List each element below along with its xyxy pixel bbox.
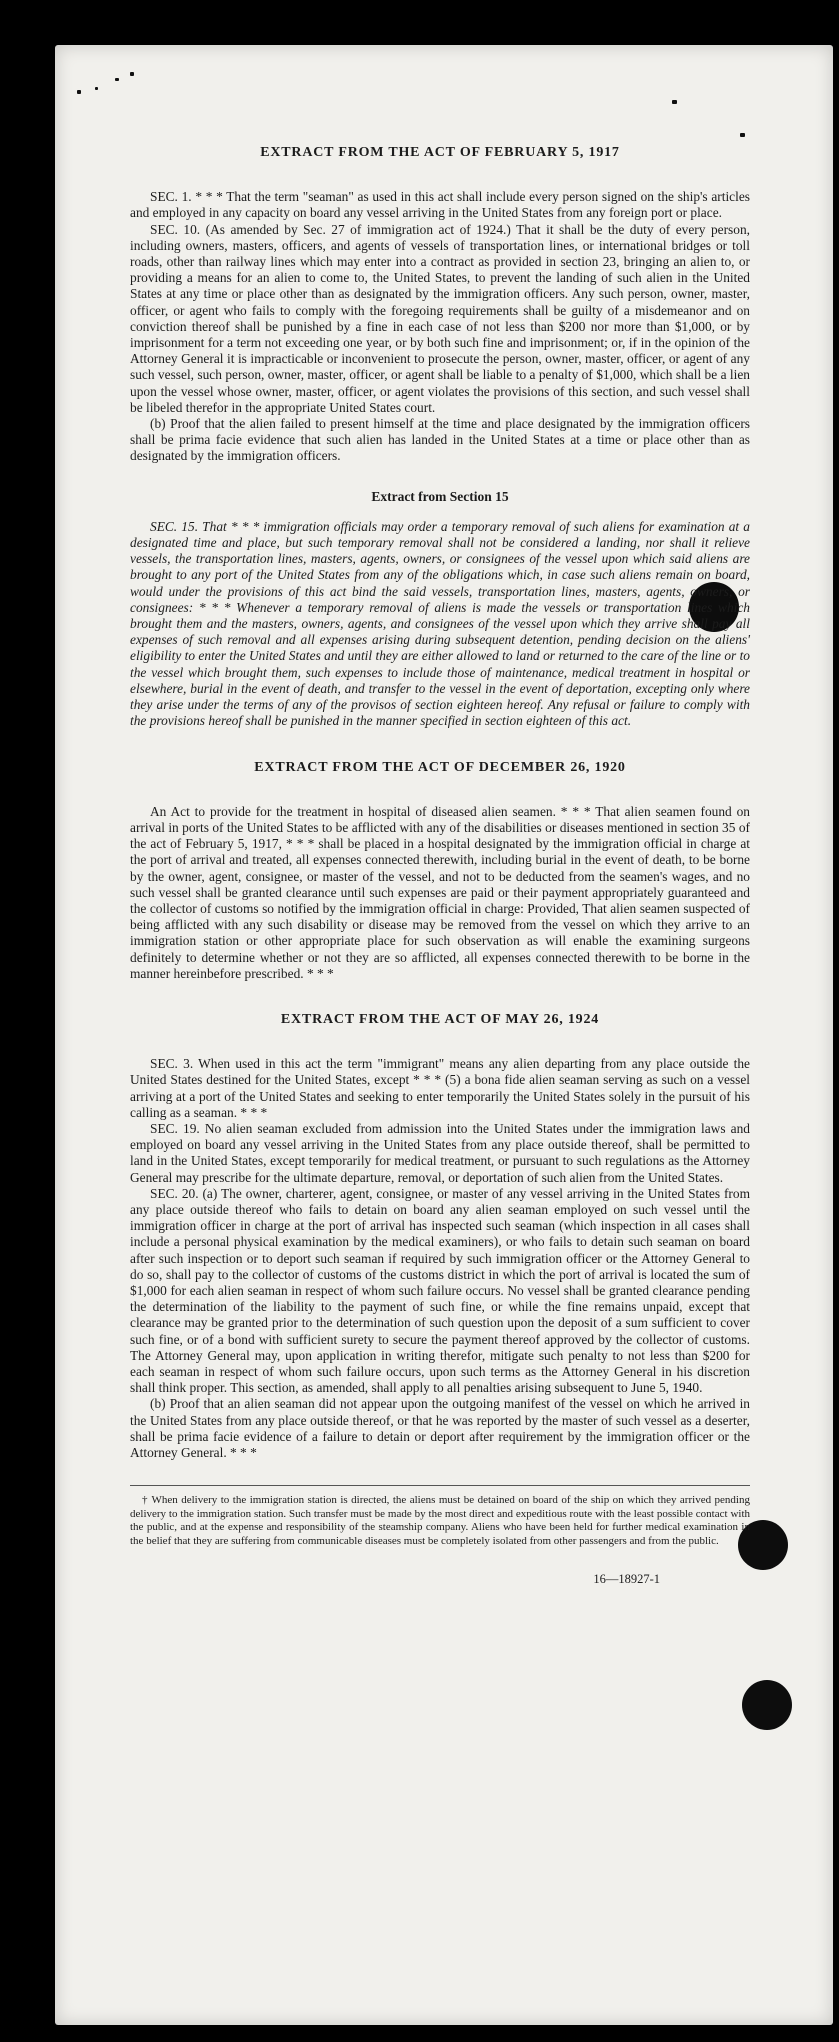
footnote bbox=[130, 1485, 750, 1548]
form-number: 16—18927-1 bbox=[593, 1571, 660, 1586]
heading-act-1920: EXTRACT FROM THE ACT OF DECEMBER 26, 1920 bbox=[254, 759, 626, 775]
scan-speck bbox=[77, 90, 81, 94]
heading-section-15: Extract from Section 15 bbox=[371, 488, 509, 504]
scan-speck bbox=[115, 78, 119, 81]
paragraph-sec-3: SEC. 3. When used in this act the term "immigrant" means any alien departing from any place outside the United States destined for the United States, except * * * (5) a bona fide alien seaman serving as such on a vessel arriving at a port of the United States and seeking to enter temporarily the United States solely in the pursuit of his calling as a seaman. * * * bbox=[130, 1056, 750, 1120]
document-body bbox=[130, 145, 750, 1587]
paragraph-sec-20-b: (b) Proof that an alien seaman did not appear upon the outgoing manifest of the vessel on which he arrived in the United States from any place outside thereof, or that he was reported by the master of such vessel as a deserter, shall be prima facie evidence of a failure to detain or deport after requirement by the immigration officer or the Attorney General. * * * bbox=[130, 1396, 750, 1461]
heading-act-1917: EXTRACT FROM THE ACT OF FEBRUARY 5, 1917 bbox=[260, 145, 620, 160]
paragraph-sec-1: SEC. 1. * * * That the term "seaman" as used in this act shall include every person signed on the ship's articles and employed in any capacity on board any vessel arriving in the United States from any foreign port or place. bbox=[130, 189, 750, 221]
scan-speck bbox=[130, 72, 134, 76]
heading-act-1924: EXTRACT FROM THE ACT OF MAY 26, 1924 bbox=[280, 1011, 600, 1027]
scan-speck bbox=[95, 87, 98, 90]
paragraph-sec-10-b: (b) Proof that the alien failed to present himself at the time and place designated by the immigration officers shall be prima facie evidence that such alien has landed in the United States at a time or place other than as designated by the immigration officers. bbox=[130, 416, 750, 464]
paragraph-act-1920: An Act to provide for the treatment in hospital of diseased alien seamen. * * * That alien seamen found on arrival in ports of the United States to be afflicted with any of the disabilities or diseases mentioned in section 35 of the act of February 5, 1917, * * * shall be placed in a hospital designated by the immigration official in charge at the port of arrival and treated, all expenses connected therewith, including burial in the event of death, to be borne by the owner, agent, consignee, or master of the vessel, and not to be deducted from the seamen's wages, and no such vessel shall be granted clearance until such expenses are paid or their payment appropriately guaranteed and the collector of customs so notified by the immigration official in charge: Provided, That alien seamen suspected of being afflicted with any such disability or disease may be removed from the vessel on which they arrive to an immigration station or other appropriate place for such observation as will enable the examining surgeons definitely to determine whether or not they are so afflicted, all expenses connected therewith to be borne in the manner hereinbefore prescribed. * * * bbox=[130, 803, 750, 981]
punch-hole bbox=[742, 1680, 792, 1730]
scan-speck bbox=[740, 133, 745, 137]
document-page bbox=[55, 45, 833, 2025]
paragraph-sec-19: SEC. 19. No alien seaman excluded from admission into the United States under the immigration laws and employed on board any vessel arriving in the United States from any place outside thereof, shall be permitted to land in the United States, except temporarily for medical treatment, or pursuant to such regulations as the Attorney General may prescribe for the ultimate departure, removal, or deportation of such alien from the United States. bbox=[130, 1120, 750, 1185]
scan-speck bbox=[672, 100, 677, 104]
paragraph-sec-15: SEC. 15. That * * * immigration officials may order a temporary removal of such aliens for examination at a designated time and place, but such temporary removal shall not be considered a landing, nor shall it relieve vessels, the transportation lines, masters, agents, owners, or consignees of the vessel upon which said aliens are brought to any port of the United States from any of the obligations which, in case such aliens remain on board, would under the provisions of this act bind the said vessels, transportation lines, masters, agents, owners, or consignees: * * * Whenever a temporary removal of aliens is made the vessels or transportation lines which brought them and the masters, owners, agents, and consignees of the vessel upon which they arrive shall pay all expenses of such removal and all expenses arising during subsequent detention, pending decision on the aliens' eligibility to enter the United States and until they are either allowed to land or returned to the care of the line or to the vessel which brought them, such expenses to include those of maintenance, medical treatment in hospital or elsewhere, burial in the event of death, and transfer to the vessel in the event of deportation, excepting only where they arise under the terms of any of the provisos of section eighteen hereof. Any refusal or failure to comply with the provisions hereof shall be punished in the manner specified in section eighteen of this act. bbox=[130, 518, 750, 729]
footnote-text: † When delivery to the immigration station is directed, the aliens must be detained on board of the ship on which they arrived pending delivery to the immigration station. Such transfer must be made by the most direct and expeditious route with the least possible contact with the public, and at the expense and responsibility of the steamship company. Aliens who have been held for further medical examination in the belief that they are suffering from communicable diseases must be completely isolated from other passengers and from the public. bbox=[130, 1494, 750, 1547]
paragraph-sec-10: SEC. 10. (As amended by Sec. 27 of immigration act of 1924.) That it shall be the duty of every person, including owners, masters, officers, and agents of vessels of transportation lines, or international bridges or toll roads, other than railway lines which may enter into a contract as provided in section 23, bringing an alien to, or providing a means for an alien to come to, the United States, to prevent the landing of such alien in the United States at any time or place other than as designated by the immigration officers. Any such person, owner, master, officer, or agent who fails to comply with the foregoing requirements shall be guilty of a misdemeanor and on conviction thereof shall be punished by a fine in each case of not less than $200 nor more than $1,000, or by imprisonment for a term not exceeding one year, or by both such fine and imprisonment; or, if in the opinion of the Attorney General it is impracticable or inconvenient to prosecute the person, owner, master, officer, or agent of any such vessel, such person, owner, master, officer, or agent shall be liable to a penalty of $1,000, which shall be a lien upon the vessel whose owner, master, officer, or agent violates the provisions of this section, and such vessel shall be libeled therefor in the appropriate United States court. bbox=[130, 221, 750, 415]
paragraph-sec-20-a: SEC. 20. (a) The owner, charterer, agent, consignee, or master of any vessel arriving in the United States from any place outside thereof who fails to detain on board any alien seaman employed on such vessel until the immigration officer in charge at the port of arrival has inspected such seaman (which inspection in all cases shall include a personal physical examination by the medical examiners), or who fails to detain such seaman on board after such inspection or to deport such seaman if required by such immigration officer or the Attorney General to do so, shall pay to the collector of customs of the customs district in which the port of arrival is located the sum of $1,000 for each alien seaman in respect of whom such failure occurs. No vessel shall be granted clearance pending the determination of the liability to the payment of such fine, or while the fine remains unpaid, except that clearance may be granted prior to the determination of such question upon the deposit of a sum sufficient to cover such fine, or of a bond with sufficient surety to secure the payment thereof approved by the collector of customs. The Attorney General may, upon application in writing therefor, mitigate such penalty to not less than $200 for each seaman in respect of whom such failure occurs, upon such terms as the Attorney General in his discretion shall think proper. This section, as amended, shall apply to all penalties arising subsequent to June 5, 1940. bbox=[130, 1185, 750, 1396]
